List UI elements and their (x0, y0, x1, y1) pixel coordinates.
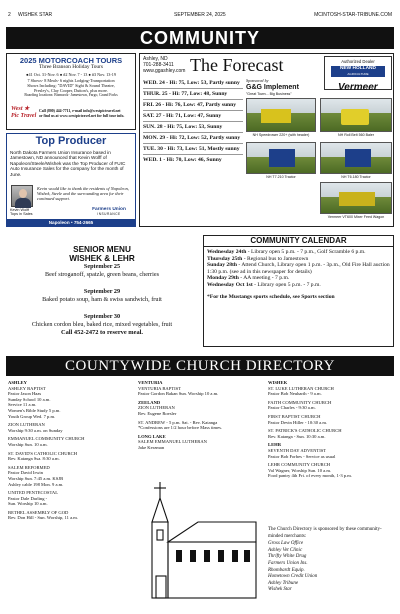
menu-meal: Beef stroganoff, spatzle, green beans, cherries (45, 271, 159, 278)
church-line: ST. DAVID'S CATHOLIC CHURCH (8, 450, 78, 456)
church-line: *Confessions are 1/2 hour before Mass times. (138, 425, 223, 431)
community-title: COMMUNITY (140, 28, 260, 48)
forecast-day: FRI. 26 - Hi: 76, Low: 47, Partly sunny (143, 100, 243, 111)
page-header (8, 11, 392, 19)
tours-contact: Call (800) 444-7711, e-mail info@westpictravel.net (39, 109, 121, 113)
tours-line-2: Shows Including: "DAVID" Sight & Sound Theatre, (27, 83, 115, 88)
directory-column-2 (138, 380, 262, 451)
forecast-location: Ashley, ND (143, 56, 168, 62)
tours-line-4: Boarding locations: Bismarck- Jamestown, Fargo, Grand Forks (24, 93, 118, 97)
farmers-union-logo-line2: INSURANCE (97, 212, 121, 216)
church-line: Worship 9:30 a.m. on Sunday (8, 427, 63, 433)
church-entry (268, 462, 394, 479)
tours-line-1: 7 Shows- 8 Meals- 6 nights Lodging-Transportation (27, 78, 115, 83)
community-calendar (203, 235, 394, 347)
forecast-website: www.ggashley.com (143, 68, 186, 74)
church-line: BETHEL ASSEMBLY OF GOD (8, 509, 69, 515)
church-entry (138, 380, 262, 397)
steeple-spire (152, 498, 168, 522)
sponsor-item: Farmers Union Ins. (268, 560, 308, 566)
calendar-item-day: Wednesday 24th (207, 249, 247, 255)
church-line: SEVENTH DAY ADVENTIST (268, 447, 327, 453)
sponsor-list (268, 541, 392, 594)
farmers-union-logo (85, 207, 133, 217)
sponsored-by: Sponsored by (246, 78, 269, 83)
church-line: Rev. Eugene Roesler (138, 410, 177, 416)
forecast-day: SUN. 28 - Hi: 75, Low: 53, Sunny (143, 122, 243, 133)
church-line: Women's Bible Study 5 p.m. (8, 407, 61, 413)
church-entry (8, 490, 132, 507)
church-line: Pastor Bob Neuharth - 9 a.m. (268, 391, 322, 397)
church-line: SALEM REFORMED (8, 464, 50, 470)
calendar-note: *For the Mustangs sports schedule, see Sports section (207, 293, 335, 300)
calendar-item-text: - Regional bus to Jamestown (242, 255, 309, 262)
church-line: Pastor Devin Hiller - 10:30 a.m. (268, 419, 328, 425)
church-entry (268, 380, 394, 397)
menu-meal: Chicken cordon bleu, baked rice, mixed vegetables, fruit (31, 321, 173, 328)
community-banner (6, 27, 394, 49)
westpic-logo (11, 106, 37, 124)
calendar-items (204, 247, 393, 302)
forecast-list (143, 78, 243, 165)
photo-caption-1: NH Speedrower 220+ (with header) (252, 133, 310, 137)
town-heading: WISHEK (268, 380, 288, 385)
top-producer-quote: Kevin would like to thank the residents of Napoleon, Wishek, Steele and the surrounding area for their continued support. (37, 186, 129, 201)
new-holland-logo (331, 66, 385, 77)
equipment-photo-2 (320, 98, 392, 132)
church-line: Food pantry 4th Fri. of every month, 1-3 p.m. (268, 473, 352, 479)
farmers-union-logo-line1: Farmers Union (92, 207, 126, 212)
church-line: Rev. Katanga Ssa. 8:30 a.m. (8, 456, 60, 462)
sponsor-item: Hometown Credit Union (268, 574, 318, 580)
church-entry (138, 434, 262, 451)
sponsor-item: Rhombardt Equip. (268, 567, 305, 573)
sponsor-item: Thrifty White Drug (268, 554, 307, 560)
equipment-photo-3 (246, 142, 316, 174)
senior-menu-title: SENIOR MENU (73, 245, 131, 254)
church-line: ZION LUTHERAN (8, 422, 45, 428)
tours-ad (6, 53, 136, 130)
directory-column-1 (8, 380, 132, 521)
church-entry (268, 414, 394, 425)
town-heading: LONG LAKE (138, 433, 166, 439)
church-line: FIRST BAPTIST CHURCH (268, 413, 321, 419)
church-line: Rev. Don Hill - Sun. Worship, 11 a.m. (8, 515, 79, 521)
town-heading: ZEELAND (138, 399, 161, 405)
agent-name: Kevin Wolff (10, 208, 30, 212)
church-line: Pastor Charles - 9:30 a.m. (268, 405, 316, 411)
forecast-day: THUR. 25 - Hi: 77, Low: 48, Sunny (143, 89, 243, 100)
forecast-phone: 701-288-3411 (143, 62, 174, 68)
tours-subtitle: Three Branson Holiday Tours (38, 64, 104, 70)
church-line: Pastor Dale Darling - (8, 495, 48, 501)
westpic-logo-text: West ★ Pic Travel (11, 106, 37, 119)
church-line: FAITH COMMUNITY CHURCH (268, 399, 332, 405)
church-entry (138, 420, 262, 431)
church-line: Youth Group Wed. 7 p.m. (8, 413, 56, 419)
top-producer-ad (6, 133, 136, 227)
church-line: ASHLEY BAPTIST (8, 385, 46, 391)
tours-contact-2: or find us at www.westpictravel.net for full tour info. (39, 114, 125, 118)
church-line: Pastor David Irwin (8, 470, 43, 476)
church-line: UNITED PENTECOSTAL (8, 490, 59, 496)
calendar-item (207, 275, 390, 282)
agent-body (15, 198, 31, 208)
sponsor-intro: The Church Directory is sponsored by these community-minded merchants: (268, 527, 382, 539)
directory-column-3 (268, 380, 394, 479)
church-entry (8, 436, 132, 447)
senior-menu (6, 245, 198, 336)
forecast-day: SAT. 27 - Hi: 71, Low: 47, Sunny (143, 111, 243, 122)
church-illustration (138, 478, 262, 608)
church-roof (168, 522, 256, 542)
page-number: 2 (8, 12, 11, 18)
church-line: EMMANUEL COMMUNITY CHURCH (8, 436, 85, 442)
sponsor-item: Ashley Vet Clinic (268, 547, 303, 553)
forecast-day: TUE. 30 - Hi: 73, Low: 51, Mostly sunny (143, 144, 243, 155)
forecast-title: The Forecast (190, 55, 284, 75)
church-line: Pastor Jason Haas (8, 391, 42, 397)
photo-caption-3: NH T7.210 Tractor (266, 175, 296, 179)
town-heading: ASHLEY (8, 380, 27, 385)
calendar-item-day: Thursday 25th (207, 255, 243, 262)
church-entry (8, 451, 132, 462)
church-window (232, 550, 238, 562)
sponsor-tagline: "Great Town... Big Business" (246, 92, 292, 96)
church-line: Sunday School 10 a.m. (8, 396, 51, 402)
church-window (204, 550, 210, 562)
church-line: ZION LUTHERAN (138, 405, 175, 411)
directory-sponsors (268, 527, 392, 594)
sponsor-item: Wishek Star (268, 587, 292, 593)
sponsor-item: Ashley Tribune (268, 580, 299, 586)
church-entry (8, 510, 132, 521)
menu-date: September 25 (83, 263, 121, 270)
top-producer-footer (7, 219, 135, 226)
church-line: SALEM EMMANUEL LUTHERAN (138, 439, 207, 445)
agent-photo (11, 185, 33, 207)
church-line: Pastor Bob Forbes - Service as usual (268, 453, 336, 459)
vermeer-logo: Vermeer (338, 82, 378, 93)
forecast-day: WED. 24 - Hi: 75, Low: 53, Partly sunny (143, 78, 243, 89)
church-door (156, 576, 166, 598)
calendar-item-text: - Library open 5 p.m. - 7 p.m., Golf Scramble 6 p.m. (246, 249, 366, 255)
forecast-box (139, 53, 394, 227)
calendar-item (207, 282, 390, 289)
church-entry (268, 400, 394, 411)
church-line: Ashley cable 198 Mon. 9 a.m. (8, 481, 64, 487)
church-line: Pastor Gordon Bakan Sun. Worship 10 a.m. (138, 391, 219, 397)
tours-title: 2025 MOTORCOACH TOURS (19, 56, 123, 65)
church-line: Jake Kerzman (138, 444, 165, 450)
church-entry (138, 400, 262, 417)
website: MCINTOSH-STAR-TRIBUNE.COM (314, 12, 392, 18)
church-line: Worship Sun. 10 a.m. (8, 441, 48, 447)
photo-caption-2: NH Roll Belt 560 Baler (338, 133, 374, 137)
calendar-item (207, 249, 390, 256)
church-line: Rev. Katanga - Sun. 10:30 a.m. (268, 433, 326, 439)
sponsor-name: G&G Implement (246, 84, 299, 91)
church-entry (268, 442, 394, 459)
calendar-item-day: Wednesday Oct 1st (207, 281, 253, 288)
tours-dates: ●41 Oct. 31-Nov. 6 ● #2 Nov. 7 - 13 ● #3 Nov. 13-19 (26, 72, 116, 77)
menu-date: September 29 (83, 288, 121, 295)
equipment-photo-1 (246, 98, 316, 132)
town-heading: LEHR (268, 442, 282, 448)
top-producer-footer-text: Napoleon • 754-2665 (48, 220, 94, 225)
church-window (218, 550, 224, 562)
sponsor-item: Gross Law Office (268, 541, 304, 547)
church-line: ST. PATRICK'S CATHOLIC CHURCH (268, 428, 342, 434)
steeple-window (157, 530, 163, 540)
issue-date: SEPTEMBER 24, 2025 (174, 12, 226, 18)
directory-title: COUNTYWIDE CHURCH DIRECTORY (65, 358, 335, 374)
top-producer-body: North Dakota Farmers Union Insurance based in Jamestown, ND announced that Kevin Wolff of Napoleon/Steele/Wishek was the Top Producer of FUIC Auto Insurance Sales for the company for the month of June. (10, 150, 126, 177)
church-entry (8, 465, 132, 487)
church-line: VENTURIA BAPTIST (138, 385, 182, 391)
calendar-item (207, 262, 390, 275)
calendar-item-text: - Library open 5 p.m. - 7 p.m. (252, 281, 321, 288)
forecast-day: WED. 1 - Hi: 70, Low: 46, Sunny (143, 157, 222, 163)
church-line: ST. LUKE LUTHERAN CHURCH (268, 385, 334, 391)
church-line: Val Wagner, Worship Sun. 10 a.m. (268, 467, 332, 473)
agriculture-text: AGRICULTURE (347, 72, 369, 76)
calendar-item-day: Sunday 28th (207, 262, 238, 269)
calendar-item-text: - Attend Church, Library open 1 p.m. - 3p.m., Old Fire Hall auction 1:30 p.m. (see ad in this newspaper for details) (207, 262, 390, 275)
photo-caption-4: NH T6.180 Tractor (341, 175, 371, 179)
equipment-photo-5 (320, 182, 392, 214)
menu-date: September 30 (83, 313, 121, 320)
equipment-photo-4 (320, 142, 392, 174)
paper-name: WISHEK STAR (18, 12, 53, 18)
forecast-day: MON. 29 - Hi: 72, Low: 52, Partly sunny (143, 133, 243, 144)
top-producer-title: Top Producer (35, 135, 107, 147)
authorized-dealer: Authorized Dealer (341, 59, 375, 64)
agent-title: Tops in Sales (10, 212, 33, 216)
church-line: ST. ANDREW - 5 p.m. Sat. - Rev. Katanga (138, 419, 218, 425)
menu-reserve: Call 452-2472 to reserve meal. (60, 329, 144, 336)
agent-head (19, 189, 27, 198)
church-line: Worship Sun. 7:45 a.m. KSJB (8, 475, 64, 481)
tours-line-3: Presley's, Clay Cooper, Dutton's, plus more. (34, 88, 108, 93)
church-line: Sun. Worship 10 a.m. (8, 501, 48, 507)
church-window (176, 550, 182, 562)
church-entry (268, 428, 394, 439)
church-entry (8, 386, 132, 420)
church-entry (8, 422, 132, 433)
town-heading: VENTURIA (138, 380, 163, 385)
church-window (190, 550, 196, 562)
church-window (244, 550, 250, 562)
church-line: Service 11 a.m. (8, 402, 37, 408)
church-line: LEHR COMMUNITY CHURCH (268, 462, 331, 468)
calendar-item-day: Monday 29th (207, 275, 239, 282)
menu-meal: Baked potato soup, ham & swiss sandwich, fruit (42, 296, 162, 303)
photo-caption-5: Vermeer VT600 Mixer Feed Wagon (327, 215, 385, 219)
senior-menu-subtitle: WISHEK & LEHR (69, 254, 135, 263)
calendar-item-text: - AA meeting - 7 p.m. (238, 275, 290, 282)
calendar-item (207, 256, 390, 263)
calendar-title: COMMUNITY CALENDAR (204, 236, 393, 247)
new-holland-text: NEW HOLLAND (340, 66, 376, 71)
directory-banner (6, 356, 394, 376)
